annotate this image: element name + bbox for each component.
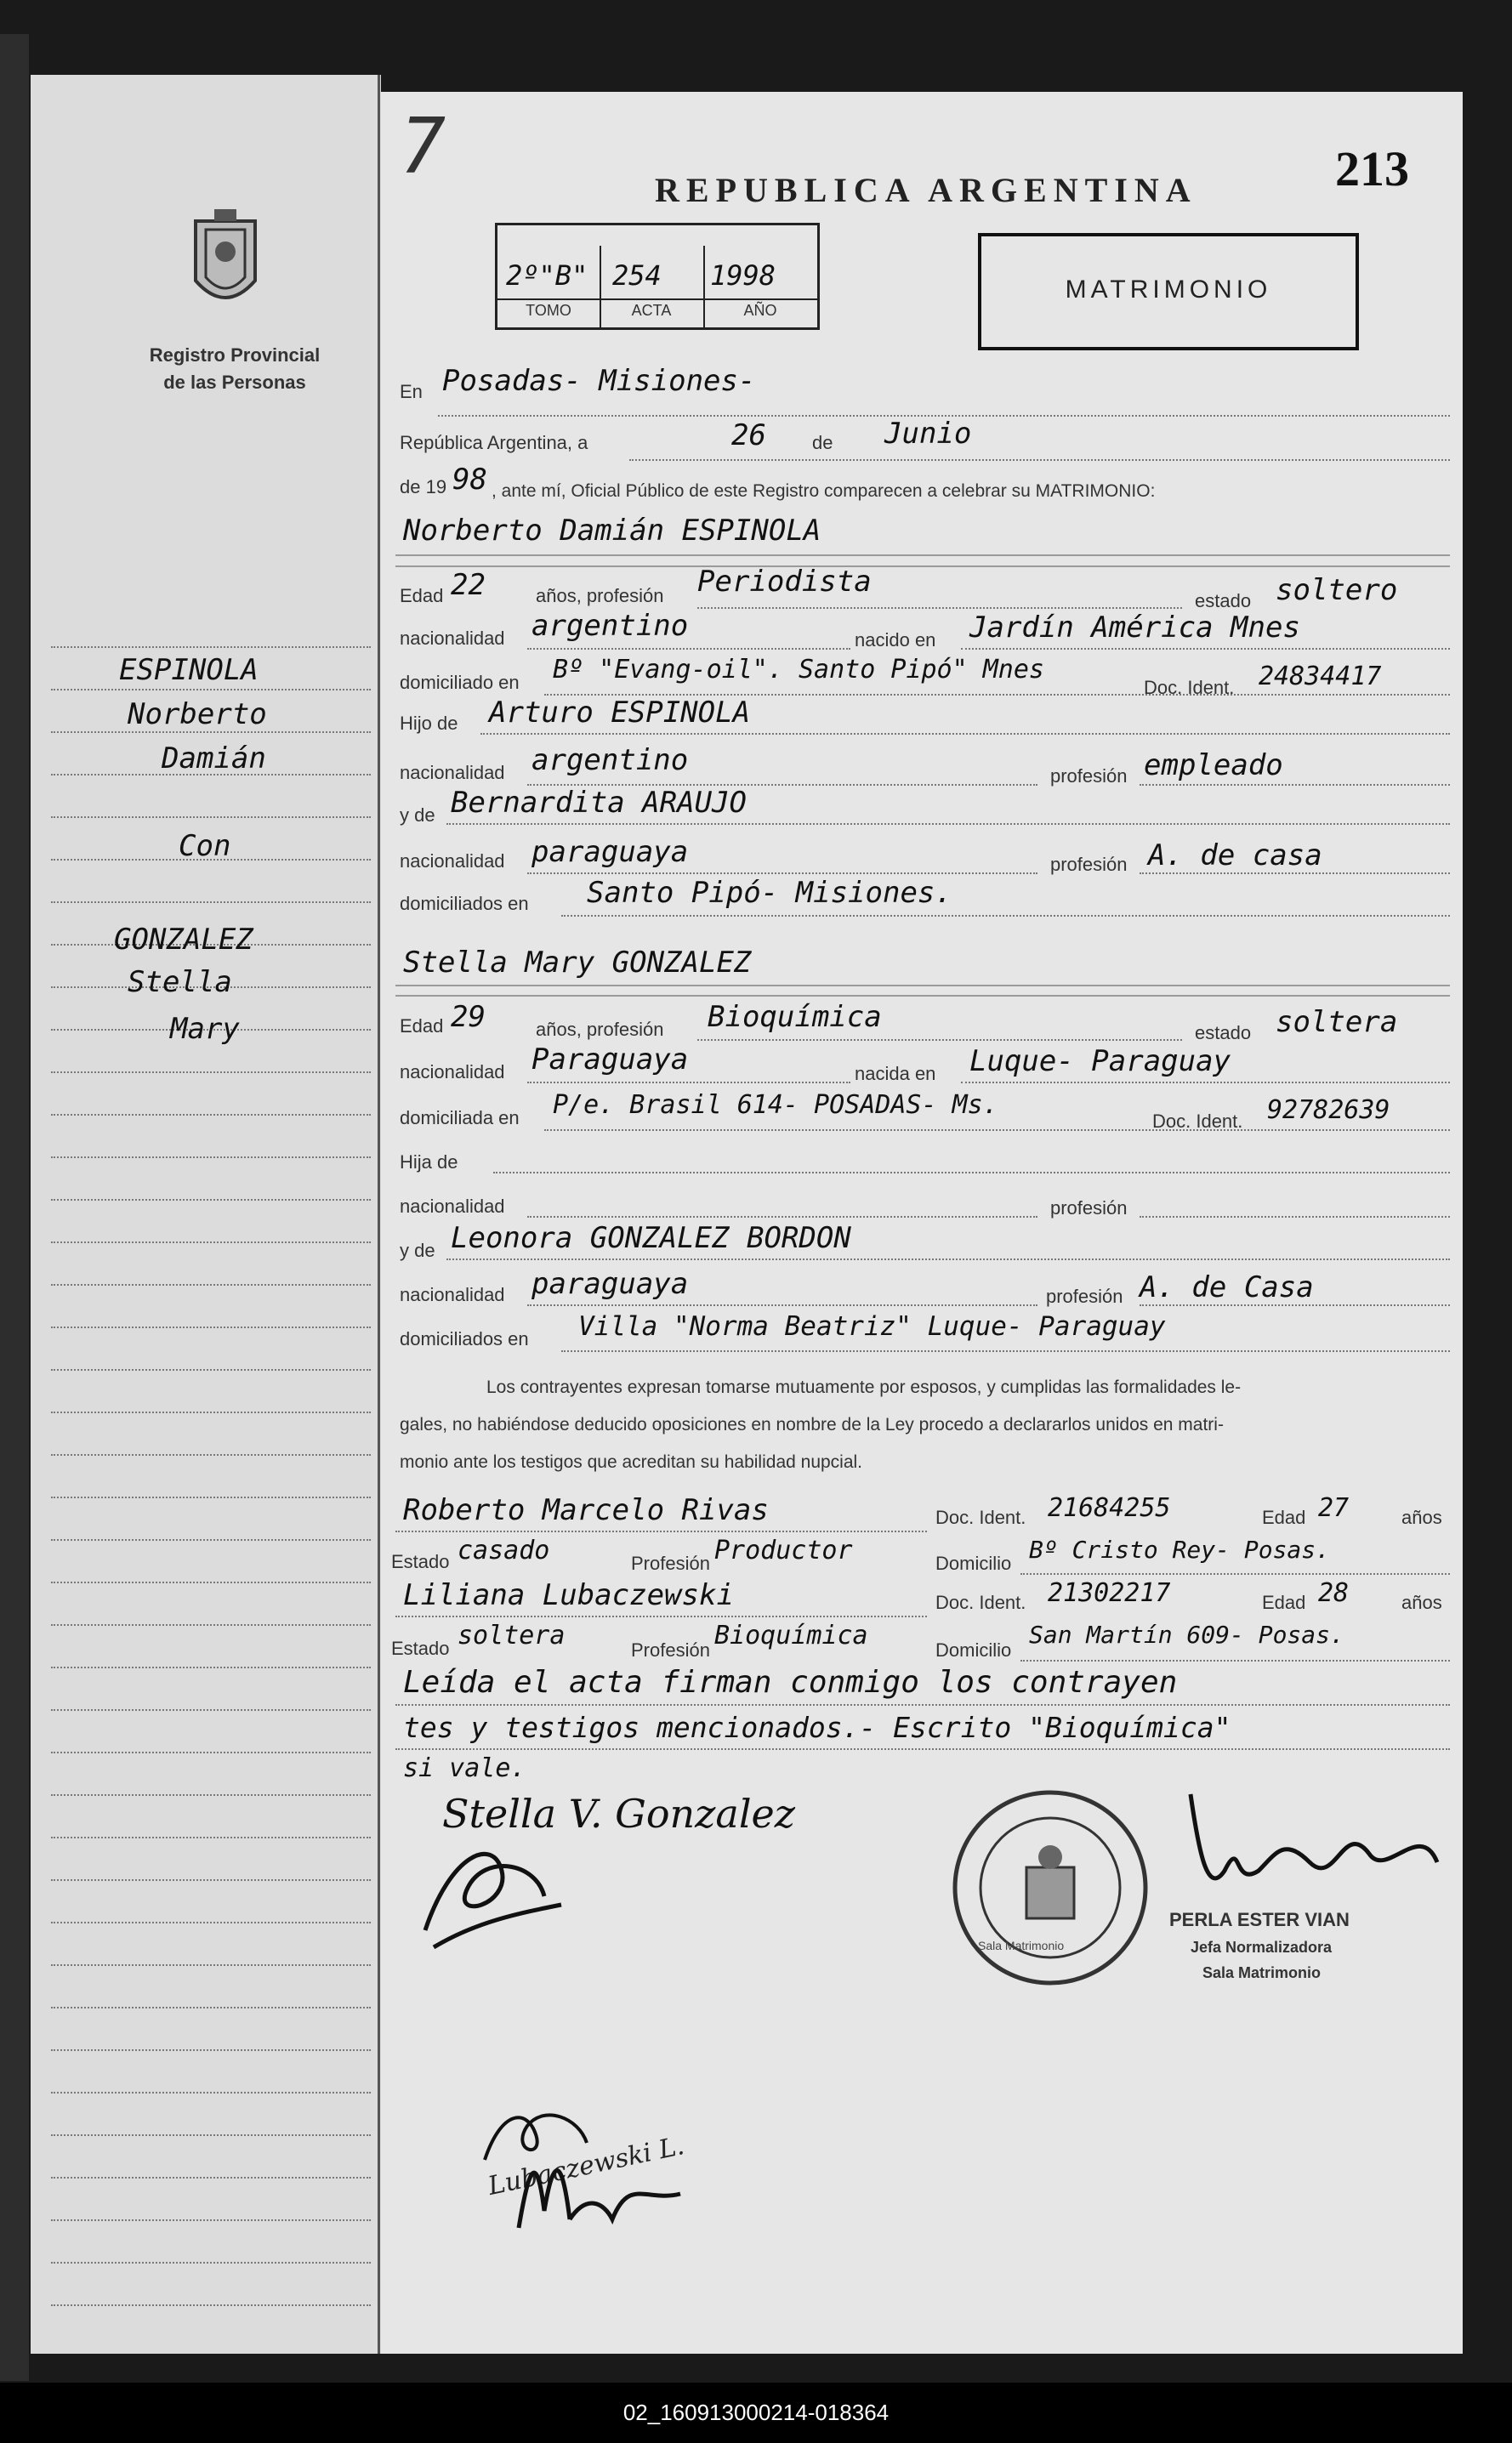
- witness1-estado-label: Estado: [391, 1551, 450, 1572]
- legal-paragraph-line2: gales, no habiéndose deducido oposiciones en nombre de la Ley procedo a declararlos unidos en matri-: [400, 1415, 1224, 1435]
- witness1-age-label: Edad: [1262, 1507, 1306, 1528]
- field-line: [629, 459, 1450, 461]
- margin-rule-line: [51, 1964, 371, 1966]
- groom-father-profession: empleado: [1144, 748, 1283, 782]
- bride-mother-profession-label: profesión: [1046, 1286, 1123, 1307]
- book-reference-box: [495, 223, 820, 330]
- section-rule: [395, 995, 1450, 997]
- section-rule: [395, 554, 1450, 556]
- field-line: [561, 915, 1450, 917]
- margin-rule-line: [51, 2092, 371, 2094]
- official-stamp-icon: [948, 1786, 1152, 1994]
- witness1-estado: casado: [458, 1536, 550, 1565]
- field-line: [544, 1129, 1450, 1131]
- bride-doc-number: 92782639: [1267, 1095, 1390, 1125]
- margin-rule-line: [51, 1156, 371, 1158]
- groom-doc-label: Doc. Ident.: [1144, 677, 1235, 698]
- bride-father-nationality-label: nacionalidad: [400, 1196, 505, 1217]
- witness2-doc: 21302217: [1048, 1578, 1171, 1608]
- witness2-address: San Martín 609- Posas.: [1029, 1621, 1344, 1649]
- intro-statement: , ante mí, Oficial Público de este Registro comparecen a celebrar su MATRIMONIO:: [492, 481, 1156, 501]
- margin-bride-second-name: Mary: [170, 1012, 240, 1046]
- groom-doc-number: 24834417: [1259, 662, 1382, 691]
- field-line: [1020, 1573, 1450, 1575]
- closing-line1: Leída el acta firman conmigo los contrayen: [403, 1665, 1178, 1700]
- field-line: [1140, 872, 1450, 874]
- groom-age: 22: [451, 568, 486, 602]
- field-line: [395, 1531, 927, 1532]
- left-margin-page: [31, 75, 381, 2354]
- ceremony-month: Junio: [884, 417, 972, 451]
- margin-rule-line: [51, 1454, 371, 1456]
- margin-rule-line: [51, 1709, 371, 1711]
- margin-groom-second-name: Damián: [162, 741, 266, 776]
- field-line: [446, 823, 1450, 825]
- groom-nationality: argentino: [531, 609, 689, 643]
- third-signature-icon: [510, 2126, 697, 2249]
- witness2-age-label: Edad: [1262, 1592, 1306, 1613]
- bride-signature: Stella V. Gonzalez: [442, 1791, 796, 1837]
- groom-profession-label: años, profesión: [536, 585, 664, 606]
- witness2-signature: Lubaczewski L.: [485, 2131, 687, 2202]
- margin-rule-line: [51, 1241, 371, 1243]
- official-name: PERLA ESTER VIAN: [1169, 1909, 1350, 1930]
- margin-rule-line: [51, 2177, 371, 2179]
- bride-mother: Leonora GONZALEZ BORDON: [451, 1221, 851, 1255]
- margin-rule-line: [51, 2262, 371, 2264]
- bride-age: 29: [451, 1000, 486, 1034]
- bride-birthplace: Luque- Paraguay: [969, 1044, 1231, 1078]
- groom-father: Arturo ESPINOLA: [489, 696, 751, 730]
- bride-age-label: Edad: [400, 1015, 444, 1037]
- groom-nationality-label: nacionalidad: [400, 628, 505, 649]
- section-rule: [395, 985, 1450, 986]
- bride-father-label: Hija de: [400, 1151, 458, 1173]
- groom-parents-address-label: domiciliados en: [400, 893, 529, 914]
- margin-rule-line: [51, 1369, 371, 1371]
- legal-paragraph-line1: Los contrayentes expresan tomarse mutuamente por esposos, y cumplidas las formalidades le-: [486, 1378, 1242, 1397]
- witness1-years-label: años: [1401, 1507, 1442, 1528]
- field-line: [480, 733, 1450, 735]
- bride-birthplace-label: nacida en: [855, 1063, 936, 1084]
- margin-bride-surname: GONZALEZ: [114, 923, 253, 957]
- margin-rule-line: [51, 1752, 371, 1753]
- bride-parents-address-label: domiciliados en: [400, 1328, 529, 1349]
- groom-address-label: domiciliado en: [400, 672, 520, 693]
- groom-parents-address: Santo Pipó- Misiones.: [587, 876, 952, 910]
- groom-address: Bº "Evang-oil". Santo Pipó" Mnes: [553, 655, 1044, 685]
- field-line: [697, 1039, 1182, 1041]
- closing-line2: tes y testigos mencionados.- Escrito "Bioquímica": [403, 1711, 1231, 1744]
- ceremony-place: Posadas- Misiones-: [442, 364, 756, 398]
- margin-rule-line: [51, 731, 371, 733]
- witness1-age: 27: [1318, 1493, 1350, 1523]
- field-line: [1020, 1660, 1450, 1662]
- margin-rule-line: [51, 1284, 371, 1286]
- margin-rule-line: [51, 2219, 371, 2221]
- field-line: [561, 1350, 1450, 1352]
- margin-rule-line: [51, 689, 371, 690]
- closing-line3: si vale.: [403, 1753, 526, 1783]
- margin-rule-line: [51, 1837, 371, 1838]
- bride-mother-nationality-label: nacionalidad: [400, 1284, 505, 1305]
- bride-parents-address: Villa "Norma Beatriz" Luque- Paraguay: [578, 1311, 1166, 1342]
- field-line: [395, 1748, 1450, 1750]
- witness1-address: Bº Cristo Rey- Posas.: [1029, 1536, 1331, 1564]
- witness1-name: Roberto Marcelo Rivas: [403, 1493, 769, 1527]
- bride-nationality-label: nacionalidad: [400, 1061, 505, 1082]
- bride-address-label: domiciliada en: [400, 1107, 520, 1128]
- margin-rule-line: [51, 1199, 371, 1201]
- witness1-profession: Productor: [714, 1536, 853, 1565]
- groom-birthplace-label: nacido en: [855, 629, 936, 651]
- margin-rule-line: [51, 1879, 371, 1881]
- registry-name-line1: Registro Provincial: [149, 344, 321, 366]
- bride-estado: soltera: [1276, 1005, 1398, 1039]
- witness2-estado-label: Estado: [391, 1638, 450, 1659]
- field-line: [961, 648, 1450, 650]
- acta-label: ACTA: [631, 302, 672, 319]
- tomo-label: TOMO: [526, 302, 571, 319]
- groom-mother-profession-label: profesión: [1050, 854, 1128, 875]
- book-binding: [0, 34, 29, 2381]
- bride-mother-profession: A. de Casa: [1140, 1270, 1314, 1304]
- margin-groom-first-name: Norberto: [128, 697, 267, 731]
- official-signature-icon: [1174, 1769, 1454, 1926]
- groom-mother-profession: A. de casa: [1148, 838, 1322, 872]
- groom-estado: soltero: [1276, 573, 1398, 607]
- margin-rule-line: [51, 646, 371, 648]
- republic-heading: REPUBLICA ARGENTINA: [655, 171, 1197, 209]
- margin-rule-line: [51, 1327, 371, 1328]
- field-line: [395, 1704, 1450, 1706]
- groom-age-label: Edad: [400, 585, 444, 606]
- witness2-age: 28: [1318, 1578, 1350, 1608]
- bride-mother-label: y de: [400, 1240, 435, 1261]
- witness1-profession-label: Profesión: [631, 1553, 710, 1574]
- groom-father-nationality-label: nacionalidad: [400, 762, 505, 783]
- official-title: Jefa Normalizadora: [1191, 1939, 1333, 1956]
- bride-full-name: Stella Mary GONZALEZ: [403, 946, 752, 980]
- groom-mother-label: y de: [400, 804, 435, 826]
- groom-estado-label: estado: [1195, 590, 1252, 611]
- provincial-seal-icon: [189, 204, 262, 323]
- bride-father-profession-label: profesión: [1050, 1197, 1128, 1219]
- legal-paragraph-line3: monio ante los testigos que acreditan su habilidad nupcial.: [400, 1452, 863, 1472]
- witness2-name: Liliana Lubaczewski: [403, 1578, 734, 1612]
- margin-rule-line: [51, 2049, 371, 2051]
- margin-rule-line: [51, 2304, 371, 2306]
- field-line: [1140, 1304, 1450, 1306]
- page-divider: [378, 75, 380, 2354]
- margin-rule-line: [51, 1497, 371, 1498]
- field-line: [527, 1216, 1037, 1218]
- bride-address: P/e. Brasil 614- POSADAS- Ms.: [553, 1090, 998, 1120]
- bride-nationality: Paraguaya: [531, 1043, 689, 1077]
- section-rule: [395, 565, 1450, 567]
- field-line: [493, 1172, 1450, 1173]
- stamp-text: Sala Matrimonio: [978, 1939, 1065, 1952]
- groom-signature-icon: [400, 1820, 570, 1960]
- groom-father-nationality: argentino: [531, 743, 689, 777]
- field-line: [527, 872, 1037, 874]
- margin-rule-line: [51, 1922, 371, 1923]
- field-line: [395, 1616, 927, 1617]
- groom-father-profession-label: profesión: [1050, 765, 1128, 787]
- groom-father-label: Hijo de: [400, 713, 458, 734]
- bride-profession-label: años, profesión: [536, 1019, 664, 1040]
- document-type-box: [978, 233, 1359, 350]
- margin-rule-line: [51, 1114, 371, 1116]
- field-line: [527, 1082, 850, 1083]
- bride-doc-label: Doc. Ident.: [1152, 1111, 1243, 1132]
- margin-rule-line: [51, 901, 371, 903]
- field-line: [527, 648, 850, 650]
- witness2-years-label: años: [1401, 1592, 1442, 1613]
- groom-mother-nationality-label: nacionalidad: [400, 850, 505, 872]
- groom-full-name: Norberto Damián ESPINOLA: [403, 514, 821, 548]
- witness2-address-label: Domicilio: [935, 1639, 1012, 1661]
- margin-rule-line: [51, 1582, 371, 1583]
- margin-rule-line: [51, 2007, 371, 2008]
- margin-rule-line: [51, 1412, 371, 1413]
- ceremony-day: 26: [731, 418, 766, 452]
- year-prefix: de 19: [400, 476, 447, 497]
- margin-rule-line: [51, 1539, 371, 1541]
- image-id-footer: 02_160913000214-018364: [0, 2383, 1512, 2443]
- page-number: 213: [1335, 141, 1409, 196]
- witness2-doc-label: Doc. Ident.: [935, 1592, 1026, 1613]
- acta-value: 254: [612, 259, 662, 292]
- official-office: Sala Matrimonio: [1202, 1964, 1322, 1981]
- field-line: [961, 1082, 1450, 1083]
- en-label: En: [400, 381, 423, 402]
- field-line: [527, 1304, 1037, 1306]
- margin-groom-surname: ESPINOLA: [119, 653, 259, 687]
- witness1-doc: 21684255: [1048, 1493, 1171, 1523]
- margin-rule-line: [51, 816, 371, 818]
- witness2-estado: soltera: [458, 1621, 566, 1650]
- bride-mother-nationality: paraguaya: [531, 1267, 689, 1301]
- margin-bride-first-name: Stella: [128, 965, 232, 999]
- margin-con: Con: [179, 829, 231, 863]
- witness2-profession-label: Profesión: [631, 1639, 710, 1661]
- witness2-profession: Bioquímica: [714, 1621, 868, 1650]
- margin-rule-line: [51, 1624, 371, 1626]
- groom-profession: Periodista: [697, 565, 872, 599]
- field-line: [1140, 1216, 1450, 1218]
- republica-label: República Argentina, a: [400, 432, 588, 453]
- margin-rule-line: [51, 2134, 371, 2136]
- groom-mother-nationality: paraguaya: [531, 835, 689, 869]
- margin-rule-line: [51, 1667, 371, 1668]
- field-line: [697, 607, 1182, 609]
- bride-estado-label: estado: [1195, 1022, 1252, 1043]
- pencil-mark: 7: [400, 102, 446, 191]
- margin-rule-line: [51, 1794, 371, 1796]
- bride-profession: Bioquímica: [708, 1000, 882, 1034]
- field-line: [446, 1258, 1450, 1260]
- groom-birthplace: Jardín América Mnes: [969, 611, 1300, 645]
- tomo-value: 2º"B": [506, 259, 588, 292]
- field-line: [1140, 784, 1450, 786]
- witness1-address-label: Domicilio: [935, 1553, 1012, 1574]
- document-type: MATRIMONIO: [1065, 276, 1272, 304]
- ano-label: AÑO: [743, 302, 777, 319]
- de-label: de: [812, 432, 833, 453]
- ano-value: 1998: [710, 259, 776, 292]
- year-suffix: 98: [452, 463, 487, 497]
- box-divider: [497, 298, 817, 300]
- registry-name-line2: de las Personas: [163, 372, 306, 393]
- witness1-doc-label: Doc. Ident.: [935, 1507, 1026, 1528]
- margin-rule-line: [51, 1071, 371, 1073]
- groom-mother: Bernardita ARAUJO: [451, 786, 747, 820]
